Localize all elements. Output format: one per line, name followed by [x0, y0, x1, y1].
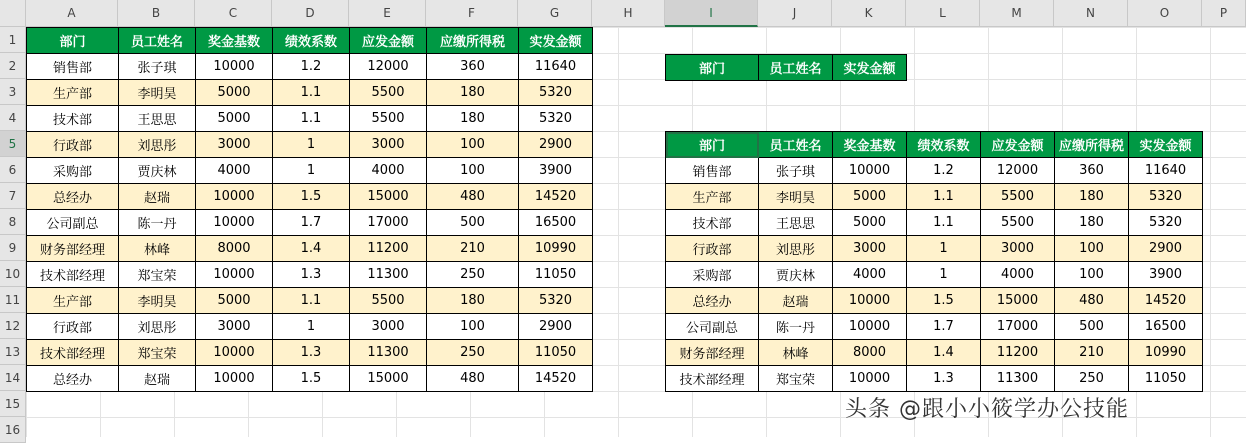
table-cell[interactable]: 1.2 [907, 158, 981, 184]
table-cell[interactable]: 1.1 [907, 184, 981, 210]
header-cell[interactable]: 员工姓名 [759, 132, 833, 158]
row-header-6[interactable]: 6 [0, 157, 26, 183]
table-row [666, 366, 1203, 392]
header-cell[interactable]: 应缴所得税 [427, 28, 519, 54]
lookup-header-cell[interactable]: 员工姓名 [759, 55, 833, 81]
table-row [27, 80, 593, 106]
table-cell[interactable]: 10000 [833, 158, 907, 184]
header-cell[interactable]: 部门 [27, 28, 119, 54]
table-cell[interactable]: 210 [1055, 340, 1129, 366]
table-cell[interactable]: 李明昊 [119, 80, 196, 106]
table-cell[interactable]: 4000 [833, 262, 907, 288]
table-cell[interactable]: 180 [1055, 184, 1129, 210]
table-cell[interactable]: 采购部 [27, 158, 119, 184]
table-cell[interactable]: 王思思 [759, 210, 833, 236]
table-cell[interactable]: 行政部 [27, 314, 119, 340]
table-cell[interactable]: 技术部 [666, 210, 759, 236]
table-cell[interactable]: 15000 [350, 184, 427, 210]
row-header-3[interactable]: 3 [0, 79, 26, 105]
row-header-15[interactable]: 15 [0, 391, 26, 417]
table-cell[interactable]: 总经办 [27, 184, 119, 210]
table-cell[interactable]: 郑宝荣 [119, 340, 196, 366]
table-cell[interactable]: 5500 [350, 80, 427, 106]
table-cell[interactable]: 11300 [981, 366, 1055, 392]
table-row [27, 184, 593, 210]
table-cell[interactable]: 180 [1055, 210, 1129, 236]
table-row [666, 340, 1203, 366]
table-cell[interactable]: 1.7 [907, 314, 981, 340]
table-cell[interactable]: 100 [427, 132, 519, 158]
table-cell[interactable]: 公司副总 [27, 210, 119, 236]
table-cell[interactable]: 10000 [833, 288, 907, 314]
table-cell[interactable]: 360 [1055, 158, 1129, 184]
table-cell[interactable]: 1.4 [907, 340, 981, 366]
column-header-k[interactable]: K [832, 0, 906, 27]
table-row [666, 210, 1203, 236]
row-header-16[interactable]: 16 [0, 417, 26, 443]
table-cell[interactable]: 5500 [350, 106, 427, 132]
table-cell[interactable]: 张子琪 [119, 54, 196, 80]
table-cell[interactable]: 5000 [196, 80, 273, 106]
header-cell[interactable]: 部门 [666, 132, 759, 158]
table-cell[interactable]: 张子琪 [759, 158, 833, 184]
row-header-14[interactable]: 14 [0, 365, 26, 391]
header-cell[interactable]: 实发金额 [1129, 132, 1203, 158]
table-cell[interactable]: 180 [427, 288, 519, 314]
table-cell[interactable]: 技术部 [27, 106, 119, 132]
table-row [27, 158, 593, 184]
table-cell[interactable]: 采购部 [666, 262, 759, 288]
row-header-7[interactable]: 7 [0, 183, 26, 209]
column-header-d[interactable]: D [272, 0, 349, 27]
table-cell[interactable]: 360 [427, 54, 519, 80]
row-header-9[interactable]: 9 [0, 235, 26, 261]
table-cell[interactable]: 11300 [350, 340, 427, 366]
table-cell[interactable]: 210 [427, 236, 519, 262]
table-cell[interactable]: 郑宝荣 [759, 366, 833, 392]
table-cell[interactable]: 180 [427, 106, 519, 132]
table-cell[interactable]: 11200 [981, 340, 1055, 366]
column-header-g[interactable]: G [518, 0, 592, 27]
table-cell[interactable]: 销售部 [27, 54, 119, 80]
lookup-header-cell[interactable]: 部门 [666, 55, 759, 81]
table-cell[interactable]: 贾庆林 [119, 158, 196, 184]
table-cell[interactable]: 4000 [981, 262, 1055, 288]
table-row [666, 158, 1203, 184]
table-cell[interactable]: 5320 [519, 80, 593, 106]
table-cell[interactable]: 5000 [196, 288, 273, 314]
table-cell[interactable]: 11640 [519, 54, 593, 80]
table-row [27, 262, 593, 288]
table-cell[interactable]: 15000 [350, 366, 427, 392]
table-cell[interactable]: 赵瑞 [759, 288, 833, 314]
table-cell[interactable]: 14520 [1129, 288, 1203, 314]
table-cell[interactable]: 5320 [519, 288, 593, 314]
row-header-1[interactable]: 1 [0, 27, 26, 53]
table-cell[interactable]: 480 [1055, 288, 1129, 314]
table-cell[interactable]: 刘思彤 [119, 314, 196, 340]
table-cell[interactable]: 李明昊 [759, 184, 833, 210]
table-cell[interactable]: 1.1 [273, 106, 350, 132]
table-cell[interactable]: 8000 [196, 236, 273, 262]
table-cell[interactable]: 3000 [350, 132, 427, 158]
table-cell[interactable]: 14520 [519, 366, 593, 392]
table-cell[interactable]: 刘思彤 [759, 236, 833, 262]
column-header-c[interactable]: C [195, 0, 272, 27]
table-row [27, 366, 593, 392]
lookup-header-table [665, 54, 907, 81]
table-cell[interactable]: 1.1 [273, 288, 350, 314]
column-header-n[interactable]: N [1054, 0, 1128, 27]
table-cell[interactable]: 生产部 [27, 80, 119, 106]
table-cell[interactable]: 3000 [196, 314, 273, 340]
table-cell[interactable]: 4000 [196, 158, 273, 184]
table-cell[interactable]: 10000 [196, 340, 273, 366]
table-cell[interactable]: 王思思 [119, 106, 196, 132]
column-header-p[interactable]: P [1202, 0, 1246, 27]
table-cell[interactable]: 技术部经理 [666, 366, 759, 392]
table-cell[interactable]: 12000 [981, 158, 1055, 184]
table-cell[interactable]: 10990 [1129, 340, 1203, 366]
table-cell[interactable]: 3900 [1129, 262, 1203, 288]
table-cell[interactable]: 4000 [350, 158, 427, 184]
table-cell[interactable]: 250 [427, 340, 519, 366]
column-header-a[interactable]: A [26, 0, 118, 27]
table-cell[interactable]: 财务部经理 [27, 236, 119, 262]
table-cell[interactable]: 500 [427, 210, 519, 236]
table-cell[interactable]: 100 [427, 158, 519, 184]
table-cell[interactable]: 12000 [350, 54, 427, 80]
table-cell[interactable]: 1 [273, 158, 350, 184]
table-cell[interactable]: 行政部 [666, 236, 759, 262]
table-cell[interactable]: 10000 [196, 54, 273, 80]
header-cell[interactable]: 应缴所得税 [1055, 132, 1129, 158]
table-cell[interactable]: 250 [427, 262, 519, 288]
table-cell[interactable]: 10000 [196, 262, 273, 288]
table-cell[interactable]: 生产部 [666, 184, 759, 210]
column-header-i[interactable]: I [665, 0, 758, 27]
table-cell[interactable]: 3000 [196, 132, 273, 158]
table-cell[interactable]: 1 [273, 132, 350, 158]
row-header-12[interactable]: 12 [0, 313, 26, 339]
table-cell[interactable]: 1.1 [907, 210, 981, 236]
table-cell[interactable]: 10000 [833, 366, 907, 392]
table-cell[interactable]: 3000 [833, 236, 907, 262]
table-cell[interactable]: 480 [427, 366, 519, 392]
table-cell[interactable]: 技术部经理 [27, 262, 119, 288]
table-row [27, 132, 593, 158]
table-cell[interactable]: 5320 [1129, 184, 1203, 210]
table-cell[interactable]: 17000 [350, 210, 427, 236]
table-cell[interactable]: 1 [273, 314, 350, 340]
table-cell[interactable]: 陈一丹 [119, 210, 196, 236]
table-cell[interactable]: 5000 [833, 184, 907, 210]
table-cell[interactable]: 15000 [981, 288, 1055, 314]
table-row [27, 314, 593, 340]
table-cell[interactable]: 3000 [981, 236, 1055, 262]
table-cell[interactable]: 100 [1055, 236, 1129, 262]
table-row [27, 288, 593, 314]
table-cell[interactable]: 5500 [350, 288, 427, 314]
column-header-b[interactable]: B [118, 0, 195, 27]
column-header-m[interactable]: M [980, 0, 1054, 27]
left-data-table [26, 27, 593, 392]
row-header-10[interactable]: 10 [0, 261, 26, 287]
table-cell[interactable]: 赵瑞 [119, 184, 196, 210]
table-cell[interactable]: 2900 [519, 314, 593, 340]
column-header-e[interactable]: E [349, 0, 426, 27]
header-cell[interactable]: 应发金额 [350, 28, 427, 54]
table-cell[interactable]: 总经办 [27, 366, 119, 392]
table-cell[interactable]: 11050 [1129, 366, 1203, 392]
header-cell[interactable]: 应发金额 [981, 132, 1055, 158]
table-cell[interactable]: 8000 [833, 340, 907, 366]
table-cell[interactable]: 14520 [519, 184, 593, 210]
table-cell[interactable]: 11200 [350, 236, 427, 262]
header-cell[interactable]: 员工姓名 [119, 28, 196, 54]
table-cell[interactable]: 11300 [350, 262, 427, 288]
table-cell[interactable]: 100 [427, 314, 519, 340]
table-cell[interactable]: 贾庆林 [759, 262, 833, 288]
column-header-j[interactable]: J [758, 0, 832, 27]
table-cell[interactable]: 5000 [833, 210, 907, 236]
table-row [666, 288, 1203, 314]
table-cell[interactable]: 3900 [519, 158, 593, 184]
table-cell[interactable]: 行政部 [27, 132, 119, 158]
row-header-2[interactable]: 2 [0, 53, 26, 79]
table-cell[interactable]: 11050 [519, 340, 593, 366]
table-row [666, 236, 1203, 262]
table-cell[interactable]: 11050 [519, 262, 593, 288]
table-cell[interactable]: 刘思彤 [119, 132, 196, 158]
header-cell[interactable]: 绩效系数 [907, 132, 981, 158]
table-cell[interactable]: 技术部经理 [27, 340, 119, 366]
table-cell[interactable]: 1.3 [273, 262, 350, 288]
row-header-11[interactable]: 11 [0, 287, 26, 313]
table-cell[interactable]: 500 [1055, 314, 1129, 340]
table-cell[interactable]: 销售部 [666, 158, 759, 184]
header-cell[interactable]: 奖金基数 [833, 132, 907, 158]
table-cell[interactable]: 李明昊 [119, 288, 196, 314]
select-all-corner[interactable] [0, 0, 26, 27]
row-header-13[interactable]: 13 [0, 339, 26, 365]
table-cell[interactable]: 1.5 [273, 366, 350, 392]
table-cell[interactable]: 250 [1055, 366, 1129, 392]
column-header-h[interactable]: H [592, 0, 665, 27]
table-cell[interactable]: 1.5 [907, 288, 981, 314]
table-cell[interactable]: 100 [1055, 262, 1129, 288]
table-cell[interactable]: 16500 [1129, 314, 1203, 340]
table-cell[interactable]: 5500 [981, 210, 1055, 236]
table-cell[interactable]: 财务部经理 [666, 340, 759, 366]
table-cell[interactable]: 3000 [350, 314, 427, 340]
column-header-o[interactable]: O [1128, 0, 1202, 27]
table-cell[interactable]: 11640 [1129, 158, 1203, 184]
table-row [27, 106, 593, 132]
table-row [27, 210, 593, 236]
table-row [666, 262, 1203, 288]
table-cell[interactable]: 5000 [196, 106, 273, 132]
table-cell[interactable]: 16500 [519, 210, 593, 236]
table-cell[interactable]: 180 [427, 80, 519, 106]
table-cell[interactable]: 1.3 [273, 340, 350, 366]
table-cell[interactable]: 5320 [1129, 210, 1203, 236]
table-cell[interactable]: 10000 [196, 210, 273, 236]
lookup-header-cell[interactable]: 实发金额 [833, 55, 907, 81]
table-cell[interactable]: 2900 [519, 132, 593, 158]
table-cell[interactable]: 10000 [196, 366, 273, 392]
table-cell[interactable]: 5500 [981, 184, 1055, 210]
table-row [27, 54, 593, 80]
table-row [27, 236, 593, 262]
table-cell[interactable]: 1.3 [907, 366, 981, 392]
table-cell[interactable]: 10990 [519, 236, 593, 262]
table-cell[interactable]: 1.7 [273, 210, 350, 236]
table-cell[interactable]: 5320 [519, 106, 593, 132]
column-header-f[interactable]: F [426, 0, 518, 27]
row-header-5[interactable]: 5 [0, 131, 26, 157]
table-row [666, 184, 1203, 210]
row-header-8[interactable]: 8 [0, 209, 26, 235]
table-cell[interactable]: 17000 [981, 314, 1055, 340]
table-cell[interactable]: 总经办 [666, 288, 759, 314]
header-cell[interactable]: 绩效系数 [273, 28, 350, 54]
table-cell[interactable]: 10000 [833, 314, 907, 340]
table-cell[interactable]: 林峰 [759, 340, 833, 366]
table-cell[interactable]: 陈一丹 [759, 314, 833, 340]
table-cell[interactable]: 林峰 [119, 236, 196, 262]
row-header-4[interactable]: 4 [0, 105, 26, 131]
table-cell[interactable]: 2900 [1129, 236, 1203, 262]
table-cell[interactable]: 1.2 [273, 54, 350, 80]
right-data-table [665, 131, 1203, 392]
table-cell[interactable]: 480 [427, 184, 519, 210]
column-header-l[interactable]: L [906, 0, 980, 27]
table-cell[interactable]: 1.4 [273, 236, 350, 262]
table-cell[interactable]: 1 [907, 236, 981, 262]
header-cell[interactable]: 实发金额 [519, 28, 593, 54]
header-cell[interactable]: 奖金基数 [196, 28, 273, 54]
table-cell[interactable]: 1 [907, 262, 981, 288]
table-cell[interactable]: 郑宝荣 [119, 262, 196, 288]
table-row [666, 314, 1203, 340]
table-cell[interactable]: 公司副总 [666, 314, 759, 340]
table-cell[interactable]: 赵瑞 [119, 366, 196, 392]
table-cell[interactable]: 1.1 [273, 80, 350, 106]
table-row [27, 340, 593, 366]
watermark-text: 头条 @跟小小筱学办公技能 [845, 397, 1129, 422]
table-cell[interactable]: 生产部 [27, 288, 119, 314]
table-cell[interactable]: 10000 [196, 184, 273, 210]
table-cell[interactable]: 1.5 [273, 184, 350, 210]
